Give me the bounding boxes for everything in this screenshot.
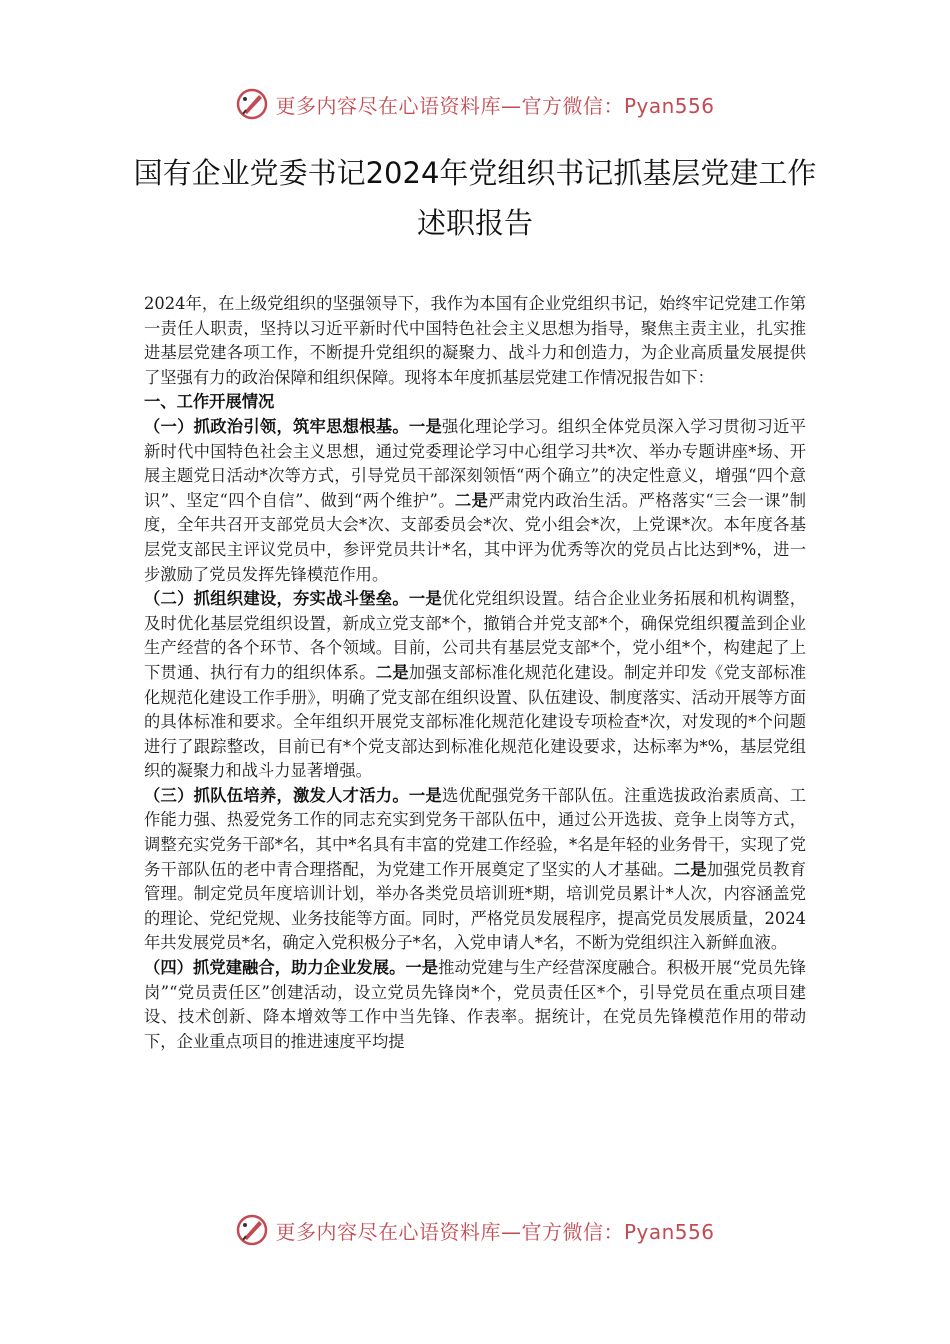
subheading: （四）抓党建融合，助力企业发展。 — [144, 958, 406, 978]
subheading: （一）抓政治引领，筑牢思想根基。 — [144, 416, 409, 436]
header-watermark-banner — [0, 84, 950, 124]
paragraph-party-integration: （四）抓党建融合，助力企业发展。一是推动党建与生产经营深度融合。积极开展“党员先锋岗”“党员责任区”创建活动，设立党员先锋岗*个，党员责任区*个，引导党员在重点项目建设、技术创新、降本增效等工作中当先锋、作表率。据统计，在党员先锋模范作用的带动下，企业重点项目的推进速度平均提 — [144, 958, 806, 1051]
document-body — [144, 292, 806, 1054]
quill-logo-icon — [235, 1213, 269, 1247]
document-title: 国有企业党委书记2024年党组织书记抓基层党建工作述职报告 — [133, 156, 817, 240]
paragraph-organization-building: （二）抓组织建设，夯实战斗堡垒。一是优化党组织设置。结合企业业务拓展和机构调整，及时优化基层党组织设置，新成立党支部*个，撤销合并党支部*个，确保党组织覆盖到企业生产经营的各个环节、各个领域。目前，公司共有基层党支部*个，党小组*个，构建起了上下贯通、执行有力的组织体系。二是加强支部标准化规范化建设。制定并印发《党支部标准化规范化建设工作手册》，明确了党支部在组织设置、队伍建设、制度落实、活动开展等方面的具体标准和要求。全年组织开展党支部标准化规范化建设专项检查*次，对发现的*个问题进行了跟踪整改，目前已有*个党支部达到标准化规范化建设要求，达标率为*%，基层党组织的凝聚力和战斗力显著增强。 — [144, 589, 806, 781]
section-heading: 一、工作开展情况 — [144, 392, 275, 412]
paragraph-political-guidance: （一）抓政治引领，筑牢思想根基。一是强化理论学习。组织全体党员深入学习贯彻习近平新时代中国特色社会主义思想，通过党委理论学习中心组学习共*次、举办专题讲座*场、开展主题党日活动*次等方式，引导党员干部深刻领悟“两个确立”的决定性意义，增强“四个意识”、坚定“四个自信”、做到“两个维护”。二是严肃党内政治生活。严格落实“三会一课”制度，全年共召开支部党员大会*次、支部委员会*次、党小组会*次，上党课*次。本年度各基层党支部民主评议党员中，参评党员共计*名，其中评为优秀等次的党员占比达到*%，进一步激励了党员发挥先锋模范作用。 — [144, 416, 806, 584]
quill-logo-icon — [235, 87, 269, 121]
subheading: （二）抓组织建设，夯实战斗堡垒。 — [144, 589, 409, 609]
paragraph-team-training: （三）抓队伍培养，激发人才活力。一是选优配强党务干部队伍。注重选拔政治素质高、工作能力强、热爱党务工作的同志充实到党务干部队伍中，通过公开选拔、竞争上岗等方式，调整充实党务干部*名，其中*名具有丰富的党建工作经验，*名是年轻的业务骨干，实现了党务干部队伍的老中青合理搭配，为党建工作开展奠定了坚实的人才基础。二是加强党员教育管理。制定党员年度培训计划，举办各类党员培训班*期，培训党员累计*人次，内容涵盖党的理论、党纪党规、业务技能等方面。同时，严格党员发展程序，提高党员发展质量，2024年共发展党员*名，确定入党积极分子*名，入党申请人*名，不断为党组织注入新鲜血液。 — [144, 785, 806, 953]
banner-text: 更多内容尽在心语资料库—官方微信：Pyan556 — [275, 1219, 715, 1244]
intro-paragraph: 2024年，在上级党组织的坚强领导下，我作为本国有企业党组织书记，始终牢记党建工作第一责任人职责，坚持以习近平新时代中国特色社会主义思想为指导，聚焦主责主业，扎实推进基层党建各项工作，不断提升党组织的凝聚力、战斗力和创造力，为企业高质量发展提供了坚强有力的政治保障和组织保障。现将本年度抓基层党建工作情况报告如下： — [144, 294, 806, 387]
footer-watermark-banner — [0, 1210, 950, 1250]
banner-text: 更多内容尽在心语资料库—官方微信：Pyan556 — [275, 93, 715, 118]
subheading: （三）抓队伍培养，激发人才活力。 — [144, 785, 409, 805]
